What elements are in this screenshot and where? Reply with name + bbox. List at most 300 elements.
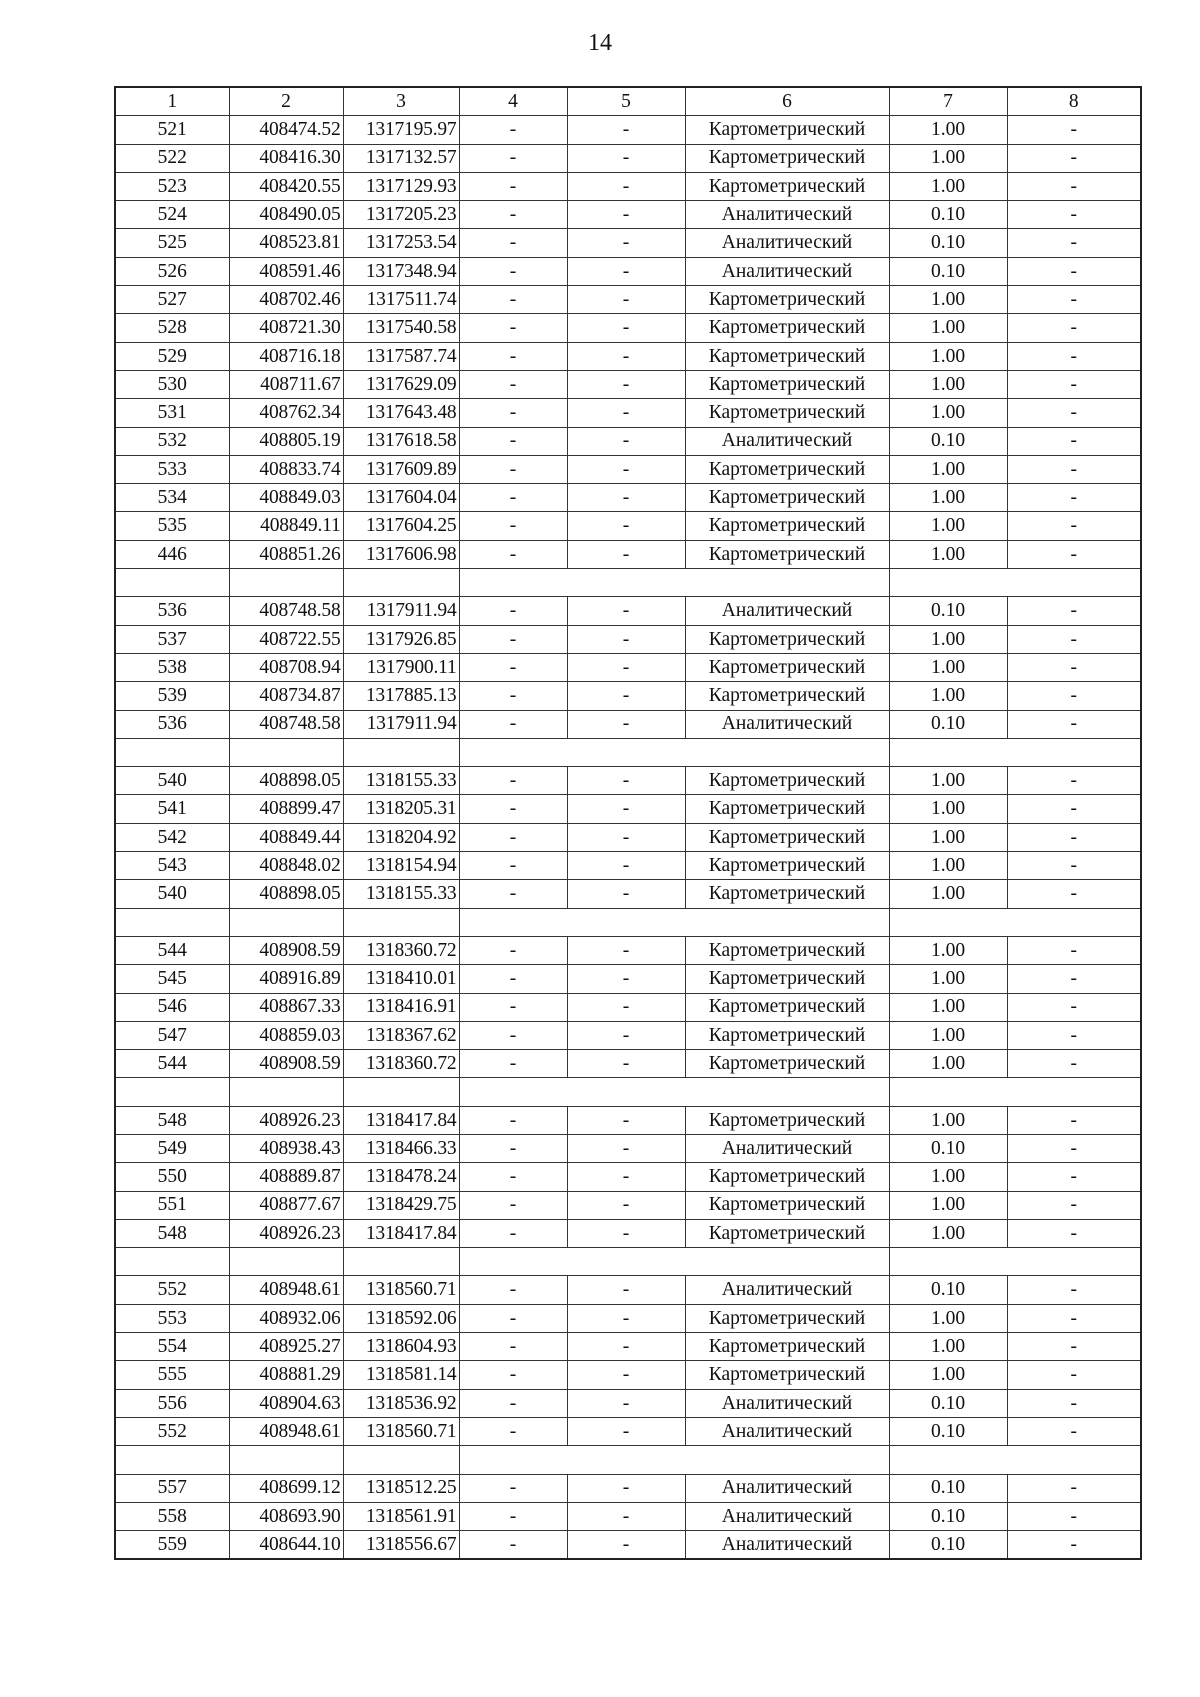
- empty-cell: [1007, 1078, 1141, 1106]
- table-row: [115, 1389, 1141, 1417]
- column-5-cell: -: [567, 1021, 685, 1049]
- method-cell: Картометрический: [685, 1021, 889, 1049]
- x-coordinate-cell: 408849.03: [229, 484, 343, 512]
- point-number-cell: 555: [115, 1361, 229, 1389]
- column-5-cell: -: [567, 1531, 685, 1560]
- point-number-cell: 532: [115, 427, 229, 455]
- column-4-cell: -: [459, 1106, 567, 1134]
- column-5-cell: -: [567, 1474, 685, 1502]
- y-coordinate-cell: 1317205.23: [343, 201, 459, 229]
- empty-cell: [685, 569, 889, 597]
- column-8-cell: -: [1007, 965, 1141, 993]
- x-coordinate-cell: 408938.43: [229, 1134, 343, 1162]
- x-coordinate-cell: 408591.46: [229, 257, 343, 285]
- point-number-cell: 546: [115, 993, 229, 1021]
- table-row: [115, 852, 1141, 880]
- accuracy-cell: 0.10: [889, 257, 1007, 285]
- empty-cell: [889, 908, 1007, 936]
- column-5-cell: -: [567, 455, 685, 483]
- method-cell: Картометрический: [685, 795, 889, 823]
- x-coordinate-cell: 408926.23: [229, 1106, 343, 1134]
- method-cell: Картометрический: [685, 512, 889, 540]
- x-coordinate-cell: 408898.05: [229, 767, 343, 795]
- column-4-cell: -: [459, 710, 567, 738]
- y-coordinate-cell: 1318604.93: [343, 1333, 459, 1361]
- x-coordinate-cell: 408474.52: [229, 116, 343, 144]
- accuracy-cell: 1.00: [889, 1106, 1007, 1134]
- column-4-cell: -: [459, 852, 567, 880]
- table-row: [115, 172, 1141, 200]
- y-coordinate-cell: 1317348.94: [343, 257, 459, 285]
- y-coordinate-cell: 1317606.98: [343, 540, 459, 568]
- column-8-cell: -: [1007, 455, 1141, 483]
- accuracy-cell: 1.00: [889, 512, 1007, 540]
- column-5-cell: -: [567, 852, 685, 880]
- y-coordinate-cell: 1317885.13: [343, 682, 459, 710]
- point-number-cell: 548: [115, 1106, 229, 1134]
- column-8-cell: -: [1007, 1417, 1141, 1445]
- column-5-cell: -: [567, 1050, 685, 1078]
- x-coordinate-cell: 408416.30: [229, 144, 343, 172]
- column-4-cell: -: [459, 823, 567, 851]
- table-row: [115, 1021, 1141, 1049]
- point-number-cell: 543: [115, 852, 229, 880]
- table-row: [115, 116, 1141, 144]
- column-4-cell: -: [459, 1021, 567, 1049]
- point-number-cell: 540: [115, 880, 229, 908]
- accuracy-cell: 1.00: [889, 172, 1007, 200]
- method-cell: Картометрический: [685, 1050, 889, 1078]
- point-number-cell: 541: [115, 795, 229, 823]
- y-coordinate-cell: 1318360.72: [343, 936, 459, 964]
- column-5-cell: -: [567, 144, 685, 172]
- x-coordinate-cell: 408490.05: [229, 201, 343, 229]
- accuracy-cell: 1.00: [889, 455, 1007, 483]
- method-cell: Аналитический: [685, 1417, 889, 1445]
- y-coordinate-cell: 1318512.25: [343, 1474, 459, 1502]
- empty-cell: [889, 1248, 1007, 1276]
- column-8-cell: -: [1007, 540, 1141, 568]
- column-4-cell: -: [459, 965, 567, 993]
- table-row: [115, 1417, 1141, 1445]
- column-4-cell: -: [459, 880, 567, 908]
- y-coordinate-cell: 1317604.25: [343, 512, 459, 540]
- column-8-cell: -: [1007, 710, 1141, 738]
- table-row: [115, 1050, 1141, 1078]
- y-coordinate-cell: 1318536.92: [343, 1389, 459, 1417]
- point-number-cell: 559: [115, 1531, 229, 1560]
- point-number-cell: 539: [115, 682, 229, 710]
- column-8-cell: -: [1007, 767, 1141, 795]
- accuracy-cell: 1.00: [889, 823, 1007, 851]
- accuracy-cell: 1.00: [889, 1021, 1007, 1049]
- x-coordinate-cell: 408908.59: [229, 936, 343, 964]
- point-number-cell: 548: [115, 1219, 229, 1247]
- empty-cell: [343, 1248, 459, 1276]
- separator-row: [115, 908, 1141, 936]
- column-8-cell: -: [1007, 597, 1141, 625]
- column-5-cell: -: [567, 1163, 685, 1191]
- x-coordinate-cell: 408699.12: [229, 1474, 343, 1502]
- x-coordinate-cell: 408734.87: [229, 682, 343, 710]
- accuracy-cell: 1.00: [889, 653, 1007, 681]
- y-coordinate-cell: 1318155.33: [343, 767, 459, 795]
- empty-cell: [567, 908, 685, 936]
- accuracy-cell: 1.00: [889, 936, 1007, 964]
- accuracy-cell: 0.10: [889, 229, 1007, 257]
- point-number-cell: 526: [115, 257, 229, 285]
- column-4-cell: -: [459, 1474, 567, 1502]
- column-4-cell: -: [459, 1163, 567, 1191]
- column-5-cell: -: [567, 1134, 685, 1162]
- x-coordinate-cell: 408859.03: [229, 1021, 343, 1049]
- y-coordinate-cell: 1318560.71: [343, 1276, 459, 1304]
- x-coordinate-cell: 408708.94: [229, 653, 343, 681]
- method-cell: Картометрический: [685, 540, 889, 568]
- accuracy-cell: 1.00: [889, 116, 1007, 144]
- table-row: [115, 540, 1141, 568]
- point-number-cell: 529: [115, 342, 229, 370]
- y-coordinate-cell: 1317618.58: [343, 427, 459, 455]
- accuracy-cell: 1.00: [889, 880, 1007, 908]
- column-8-cell: -: [1007, 795, 1141, 823]
- y-coordinate-cell: 1318205.31: [343, 795, 459, 823]
- table-row: [115, 342, 1141, 370]
- column-8-cell: -: [1007, 427, 1141, 455]
- separator-row: [115, 738, 1141, 766]
- point-number-cell: 525: [115, 229, 229, 257]
- point-number-cell: 544: [115, 936, 229, 964]
- accuracy-cell: 1.00: [889, 625, 1007, 653]
- table-row: [115, 767, 1141, 795]
- column-8-cell: -: [1007, 286, 1141, 314]
- empty-cell: [567, 738, 685, 766]
- x-coordinate-cell: 408899.47: [229, 795, 343, 823]
- table-row: [115, 1333, 1141, 1361]
- empty-cell: [459, 738, 567, 766]
- column-5-cell: -: [567, 767, 685, 795]
- table-row: [115, 823, 1141, 851]
- column-4-cell: -: [459, 1361, 567, 1389]
- method-cell: Аналитический: [685, 229, 889, 257]
- column-5-cell: -: [567, 427, 685, 455]
- empty-cell: [889, 1446, 1007, 1474]
- y-coordinate-cell: 1317629.09: [343, 370, 459, 398]
- column-4-cell: -: [459, 116, 567, 144]
- column-5-cell: -: [567, 257, 685, 285]
- column-8-cell: -: [1007, 1050, 1141, 1078]
- column-5-cell: -: [567, 1191, 685, 1219]
- point-number-cell: 530: [115, 370, 229, 398]
- column-5-cell: -: [567, 342, 685, 370]
- column-8-cell: -: [1007, 936, 1141, 964]
- table-row: [115, 597, 1141, 625]
- accuracy-cell: 1.00: [889, 399, 1007, 427]
- point-number-cell: 537: [115, 625, 229, 653]
- x-coordinate-cell: 408748.58: [229, 597, 343, 625]
- x-coordinate-cell: 408762.34: [229, 399, 343, 427]
- accuracy-cell: 0.10: [889, 1474, 1007, 1502]
- y-coordinate-cell: 1318155.33: [343, 880, 459, 908]
- method-cell: Аналитический: [685, 1276, 889, 1304]
- empty-cell: [115, 1248, 229, 1276]
- column-5-cell: -: [567, 1502, 685, 1530]
- separator-row: [115, 1248, 1141, 1276]
- method-cell: Картометрический: [685, 314, 889, 342]
- accuracy-cell: 1.00: [889, 370, 1007, 398]
- header-cell: 4: [459, 87, 567, 116]
- point-number-cell: 528: [115, 314, 229, 342]
- point-number-cell: 545: [115, 965, 229, 993]
- column-8-cell: -: [1007, 653, 1141, 681]
- table-row: [115, 1191, 1141, 1219]
- method-cell: Картометрический: [685, 172, 889, 200]
- accuracy-cell: 0.10: [889, 1502, 1007, 1530]
- column-8-cell: -: [1007, 144, 1141, 172]
- method-cell: Аналитический: [685, 1134, 889, 1162]
- x-coordinate-cell: 408898.05: [229, 880, 343, 908]
- method-cell: Картометрический: [685, 653, 889, 681]
- header-cell: 8: [1007, 87, 1141, 116]
- empty-cell: [343, 1446, 459, 1474]
- column-8-cell: -: [1007, 625, 1141, 653]
- accuracy-cell: 0.10: [889, 1389, 1007, 1417]
- empty-cell: [343, 569, 459, 597]
- column-4-cell: -: [459, 1219, 567, 1247]
- x-coordinate-cell: 408721.30: [229, 314, 343, 342]
- separator-row: [115, 1078, 1141, 1106]
- method-cell: Аналитический: [685, 1531, 889, 1560]
- x-coordinate-cell: 408948.61: [229, 1417, 343, 1445]
- table-row: [115, 257, 1141, 285]
- y-coordinate-cell: 1317911.94: [343, 710, 459, 738]
- x-coordinate-cell: 408644.10: [229, 1531, 343, 1560]
- table-row: [115, 1219, 1141, 1247]
- point-number-cell: 549: [115, 1134, 229, 1162]
- column-4-cell: -: [459, 342, 567, 370]
- y-coordinate-cell: 1318556.67: [343, 1531, 459, 1560]
- empty-cell: [459, 1078, 567, 1106]
- empty-cell: [459, 1446, 567, 1474]
- column-8-cell: -: [1007, 1134, 1141, 1162]
- column-4-cell: -: [459, 936, 567, 964]
- accuracy-cell: 0.10: [889, 597, 1007, 625]
- point-number-cell: 523: [115, 172, 229, 200]
- empty-cell: [889, 738, 1007, 766]
- accuracy-cell: 1.00: [889, 540, 1007, 568]
- column-5-cell: -: [567, 795, 685, 823]
- point-number-cell: 533: [115, 455, 229, 483]
- column-5-cell: -: [567, 936, 685, 964]
- accuracy-cell: 1.00: [889, 993, 1007, 1021]
- accuracy-cell: 1.00: [889, 767, 1007, 795]
- y-coordinate-cell: 1318581.14: [343, 1361, 459, 1389]
- accuracy-cell: 1.00: [889, 682, 1007, 710]
- column-8-cell: -: [1007, 399, 1141, 427]
- point-number-cell: 536: [115, 710, 229, 738]
- method-cell: Картометрический: [685, 399, 889, 427]
- point-number-cell: 553: [115, 1304, 229, 1332]
- header-row: [115, 87, 1141, 116]
- method-cell: Картометрический: [685, 852, 889, 880]
- method-cell: Аналитический: [685, 710, 889, 738]
- empty-cell: [567, 1248, 685, 1276]
- column-8-cell: -: [1007, 314, 1141, 342]
- table-row: [115, 512, 1141, 540]
- x-coordinate-cell: 408849.44: [229, 823, 343, 851]
- y-coordinate-cell: 1318560.71: [343, 1417, 459, 1445]
- x-coordinate-cell: 408904.63: [229, 1389, 343, 1417]
- column-4-cell: -: [459, 1050, 567, 1078]
- accuracy-cell: 1.00: [889, 286, 1007, 314]
- column-4-cell: -: [459, 1389, 567, 1417]
- accuracy-cell: 1.00: [889, 1304, 1007, 1332]
- column-4-cell: -: [459, 1304, 567, 1332]
- empty-cell: [229, 738, 343, 766]
- column-5-cell: -: [567, 540, 685, 568]
- accuracy-cell: 1.00: [889, 1333, 1007, 1361]
- column-5-cell: -: [567, 597, 685, 625]
- accuracy-cell: 1.00: [889, 1219, 1007, 1247]
- column-5-cell: -: [567, 1361, 685, 1389]
- table-body: [115, 116, 1141, 1560]
- accuracy-cell: 1.00: [889, 1050, 1007, 1078]
- empty-cell: [567, 1078, 685, 1106]
- point-number-cell: 547: [115, 1021, 229, 1049]
- table-row: [115, 710, 1141, 738]
- table-row: [115, 1134, 1141, 1162]
- column-4-cell: -: [459, 370, 567, 398]
- table-row: [115, 625, 1141, 653]
- accuracy-cell: 1.00: [889, 1191, 1007, 1219]
- table-row: [115, 936, 1141, 964]
- empty-cell: [229, 1446, 343, 1474]
- table-row: [115, 880, 1141, 908]
- separator-row: [115, 1446, 1141, 1474]
- header-cell: 6: [685, 87, 889, 116]
- column-4-cell: -: [459, 767, 567, 795]
- column-4-cell: -: [459, 1502, 567, 1530]
- column-8-cell: -: [1007, 1163, 1141, 1191]
- column-4-cell: -: [459, 540, 567, 568]
- table-row: [115, 484, 1141, 512]
- method-cell: Картометрический: [685, 625, 889, 653]
- point-number-cell: 540: [115, 767, 229, 795]
- method-cell: Картометрический: [685, 1106, 889, 1134]
- x-coordinate-cell: 408711.67: [229, 370, 343, 398]
- point-number-cell: 557: [115, 1474, 229, 1502]
- method-cell: Картометрический: [685, 767, 889, 795]
- y-coordinate-cell: 1318466.33: [343, 1134, 459, 1162]
- accuracy-cell: 1.00: [889, 795, 1007, 823]
- column-4-cell: -: [459, 993, 567, 1021]
- column-8-cell: -: [1007, 1191, 1141, 1219]
- method-cell: Картометрический: [685, 1361, 889, 1389]
- column-5-cell: -: [567, 710, 685, 738]
- y-coordinate-cell: 1318416.91: [343, 993, 459, 1021]
- column-8-cell: -: [1007, 1531, 1141, 1560]
- method-cell: Аналитический: [685, 427, 889, 455]
- column-5-cell: -: [567, 1219, 685, 1247]
- column-4-cell: -: [459, 257, 567, 285]
- column-4-cell: -: [459, 455, 567, 483]
- y-coordinate-cell: 1317129.93: [343, 172, 459, 200]
- empty-cell: [343, 1078, 459, 1106]
- column-5-cell: -: [567, 484, 685, 512]
- y-coordinate-cell: 1318417.84: [343, 1106, 459, 1134]
- table-row: [115, 795, 1141, 823]
- table-row: [115, 1163, 1141, 1191]
- column-5-cell: -: [567, 993, 685, 1021]
- y-coordinate-cell: 1317643.48: [343, 399, 459, 427]
- column-5-cell: -: [567, 625, 685, 653]
- x-coordinate-cell: 408702.46: [229, 286, 343, 314]
- point-number-cell: 521: [115, 116, 229, 144]
- empty-cell: [889, 569, 1007, 597]
- column-5-cell: -: [567, 229, 685, 257]
- point-number-cell: 552: [115, 1417, 229, 1445]
- point-number-cell: 551: [115, 1191, 229, 1219]
- x-coordinate-cell: 408848.02: [229, 852, 343, 880]
- table-row: [115, 229, 1141, 257]
- column-5-cell: -: [567, 1417, 685, 1445]
- y-coordinate-cell: 1317540.58: [343, 314, 459, 342]
- x-coordinate-cell: 408693.90: [229, 1502, 343, 1530]
- method-cell: Картометрический: [685, 116, 889, 144]
- column-8-cell: -: [1007, 172, 1141, 200]
- point-number-cell: 527: [115, 286, 229, 314]
- column-5-cell: -: [567, 512, 685, 540]
- column-8-cell: -: [1007, 229, 1141, 257]
- empty-cell: [459, 1248, 567, 1276]
- empty-cell: [567, 1446, 685, 1474]
- point-number-cell: 534: [115, 484, 229, 512]
- column-5-cell: -: [567, 172, 685, 200]
- empty-cell: [685, 738, 889, 766]
- table-row: [115, 1361, 1141, 1389]
- accuracy-cell: 0.10: [889, 1417, 1007, 1445]
- column-5-cell: -: [567, 965, 685, 993]
- table-row: [115, 314, 1141, 342]
- table-row: [115, 1304, 1141, 1332]
- empty-cell: [229, 1248, 343, 1276]
- method-cell: Аналитический: [685, 201, 889, 229]
- empty-cell: [1007, 1446, 1141, 1474]
- x-coordinate-cell: 408916.89: [229, 965, 343, 993]
- column-8-cell: -: [1007, 342, 1141, 370]
- table-row: [115, 1276, 1141, 1304]
- method-cell: Картометрический: [685, 1333, 889, 1361]
- column-4-cell: -: [459, 682, 567, 710]
- column-8-cell: -: [1007, 1389, 1141, 1417]
- accuracy-cell: 1.00: [889, 484, 1007, 512]
- empty-cell: [1007, 569, 1141, 597]
- empty-cell: [343, 908, 459, 936]
- accuracy-cell: 0.10: [889, 710, 1007, 738]
- column-8-cell: -: [1007, 1361, 1141, 1389]
- column-4-cell: -: [459, 1333, 567, 1361]
- accuracy-cell: 1.00: [889, 144, 1007, 172]
- column-4-cell: -: [459, 399, 567, 427]
- x-coordinate-cell: 408877.67: [229, 1191, 343, 1219]
- x-coordinate-cell: 408867.33: [229, 993, 343, 1021]
- accuracy-cell: 0.10: [889, 1276, 1007, 1304]
- empty-cell: [685, 1078, 889, 1106]
- column-5-cell: -: [567, 399, 685, 427]
- y-coordinate-cell: 1317511.74: [343, 286, 459, 314]
- empty-cell: [229, 569, 343, 597]
- empty-cell: [889, 1078, 1007, 1106]
